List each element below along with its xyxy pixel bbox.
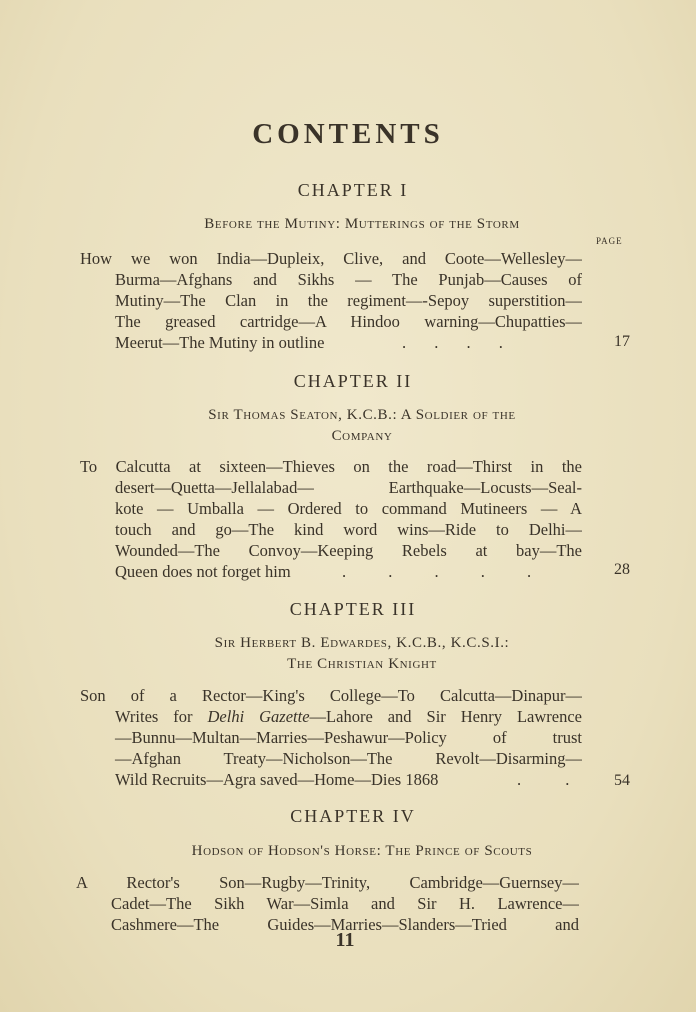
chapter-1-subtitle — [80, 214, 644, 235]
chapter-3-subtitle — [80, 633, 644, 675]
chapter-4-subtitle-line: Hodson of Hodson's Horse: The Prince of Scouts — [191, 843, 533, 859]
summary-line-text: Meerut—The Mutiny in outline — [115, 333, 325, 352]
page-column-label: PAGE — [596, 236, 623, 246]
summary-line: Mutiny—The Clan in the regiment—-Sepoy superstition— — [115, 291, 582, 310]
summary-line: Burma—Afghans and Sikhs — The Punjab—Causes of — [115, 270, 582, 289]
summary-line: desert—Quetta—Jellalabad— Earthquake—Locusts—Seal- — [115, 478, 582, 497]
chapter-2-subtitle-line: Sir Thomas Seaton, K.C.B.: A Soldier of the — [208, 407, 516, 423]
summary-line: —Bunnu—Multan—Marries—Peshawur—Policy of trust — [115, 728, 582, 747]
dot-leader: . . . . — [402, 333, 503, 352]
summary-line: Wounded—The Convoy—Keeping Rebels at bay—The — [115, 541, 582, 560]
chapter-2-summary — [80, 456, 582, 582]
summary-line: How we won India—Dupleix, Clive, and Coote—Wellesley— — [80, 249, 582, 268]
summary-line — [80, 706, 582, 727]
summary-line: Cashmere—The Guides—Marries—Slanders—Tried and — [111, 915, 579, 934]
summary-line: —Afghan Treaty—Nicholson—The Revolt—Disarming— — [115, 749, 582, 768]
dot-leader: . . . . . — [342, 562, 532, 581]
summary-line: A Rector's Son—Rugby—Trinity, Cambridge—Guernsey— — [76, 873, 579, 892]
summary-line: Cadet—The Sikh War—Simla and Sir H. Lawrence— — [111, 894, 579, 913]
chapter-4-summary — [76, 872, 579, 935]
folio-page-number: 11 — [335, 929, 355, 951]
summary-line: touch and go—The kind word wins—Ride to Delhi— — [115, 520, 582, 539]
chapter-2-heading: CHAPTER II — [293, 371, 413, 391]
dot-leader: . . — [517, 770, 570, 789]
summary-line-text: Queen does not forget him — [115, 562, 291, 581]
chapter-4-heading: CHAPTER IV — [290, 806, 416, 826]
chapter-1-summary — [80, 248, 582, 353]
summary-line: The greased cartridge—A Hindoo warning—Chupatties— — [115, 312, 582, 331]
chapter-3-subtitle-line: Sir Herbert B. Edwardes, K.C.B., K.C.S.I.: — [214, 635, 510, 651]
chapter-2-subtitle-line: Company — [331, 428, 393, 444]
summary-line-text: Writes for — [115, 707, 208, 726]
summary-line: Son of a Rector—King's College—To Calcutta—Dinapur— — [80, 686, 582, 705]
chapter-3-heading: CHAPTER III — [289, 599, 417, 619]
chapter-1-heading: CHAPTER I — [297, 180, 409, 200]
chapter-4-subtitle — [80, 841, 644, 862]
periodical-title: Delhi Gazette — [207, 707, 310, 726]
summary-last-line — [80, 769, 582, 790]
chapter-1-page-number: 17 — [614, 333, 630, 350]
summary-line-text: —Lahore and Sir Henry Lawrence — [309, 707, 582, 726]
summary-last-line — [80, 561, 582, 582]
summary-line: kote — Umballa — Ordered to command Mutineers — A — [115, 499, 582, 518]
chapter-3-subtitle-line: The Christian Knight — [287, 656, 437, 672]
summary-line: To Calcutta at sixteen—Thieves on the road—Thirst in the — [80, 457, 582, 476]
chapter-1-subtitle-line: Before the Mutiny: Mutterings of the Storm — [204, 216, 520, 232]
page-title: CONTENTS — [252, 118, 444, 150]
summary-line-text: Wild Recruits—Agra saved—Home—Dies 1868 — [115, 770, 439, 789]
chapter-2-page-number: 28 — [614, 561, 630, 578]
chapter-3-summary — [80, 685, 582, 790]
chapter-2-subtitle — [80, 405, 644, 447]
chapter-3-page-number: 54 — [614, 772, 630, 789]
summary-last-line — [80, 332, 582, 353]
